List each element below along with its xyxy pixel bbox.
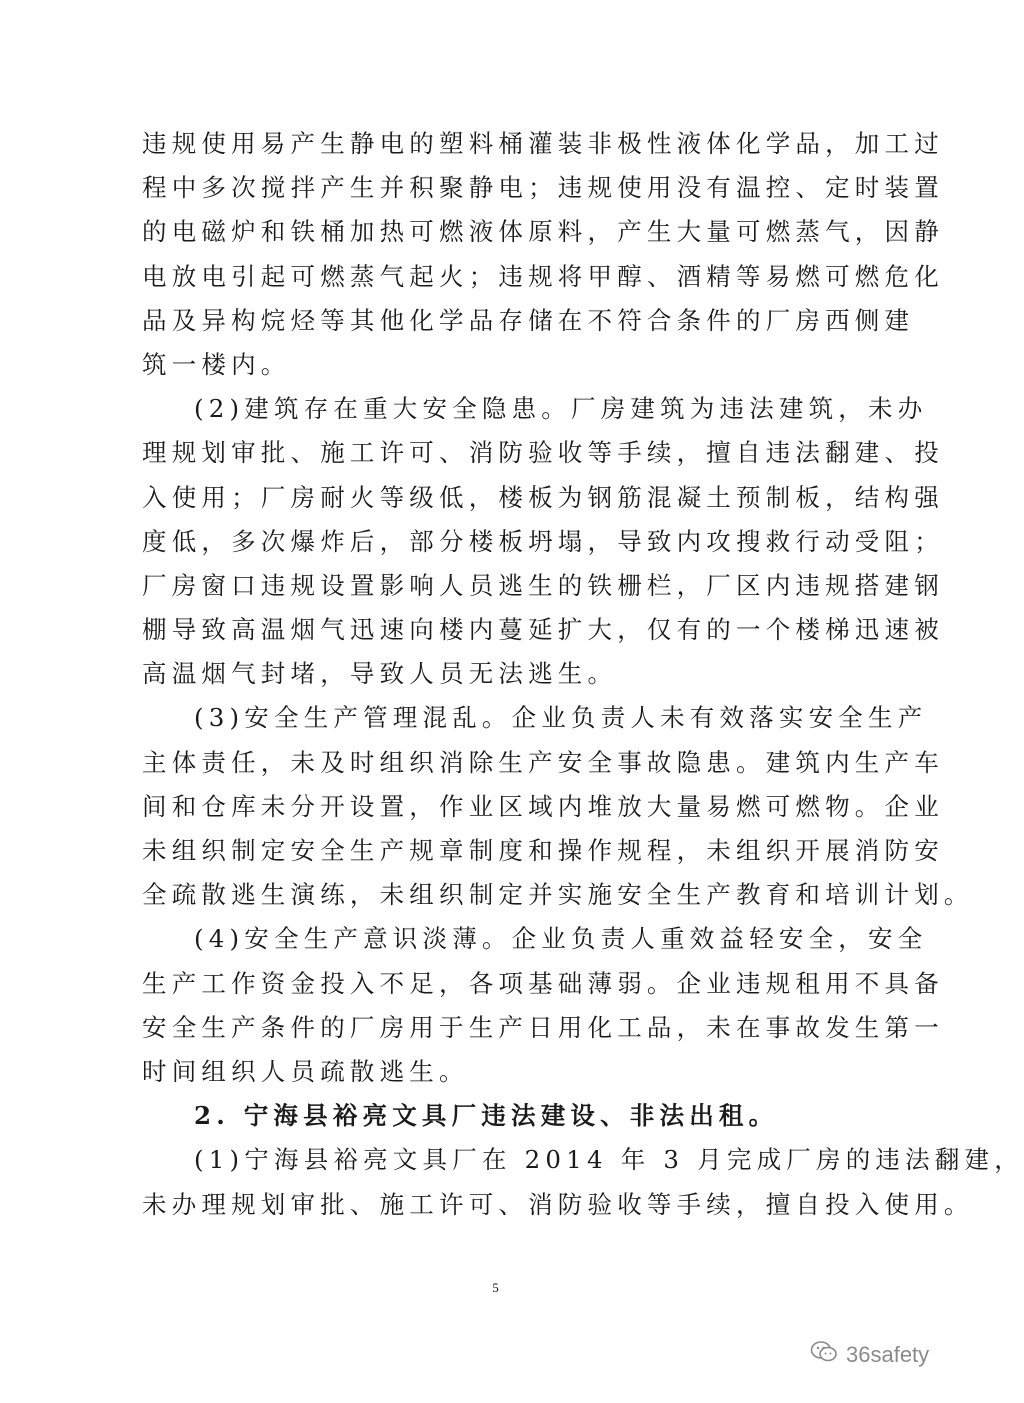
watermark-text: 36safety — [846, 1342, 930, 1367]
text-line: 高温烟气封堵，导致人员无法逃生。 — [142, 659, 618, 689]
text-line: 违规使用易产生静电的塑料桶灌装非极性液体化学品，加工过 — [142, 129, 944, 158]
text-line: 间和仓库未分开设置，作业区域内堆放大量易燃可燃物。企业 — [142, 791, 944, 821]
text-line: 生产工作资金投入不足，各项基础薄弱。企业违规租用不具备 — [142, 968, 944, 998]
text-line: 主体责任，未及时组织消除生产安全事故隐患。建筑内生产车 — [142, 747, 944, 777]
text-line: 棚导致高温烟气迅速向楼内蔓延扩大，仅有的一个楼梯迅速被 — [142, 615, 944, 645]
text-line: 安全生产条件的厂房用于生产日用化工品，未在事故发生第一 — [142, 1012, 944, 1042]
text-line: 全疏散逃生演练，未组织制定并实施安全生产教育和培训计划。 — [142, 880, 974, 910]
text-line: 程中多次搅拌产生并积聚静电；违规使用没有温控、定时装置 — [142, 173, 944, 203]
text-line: 的电磁炉和铁桶加热可燃液体原料，产生大量可燃蒸气，因静 — [142, 217, 944, 247]
text-line: 入使用；厂房耐火等级低，楼板为钢筋混凝土预制板，结构强 — [142, 482, 944, 512]
text-line: 未组织制定安全生产规章制度和操作规程，未组织开展消防安 — [142, 836, 944, 865]
text-line: 理规划审批、施工许可、消防验收等手续，擅自违法翻建、投 — [142, 438, 944, 468]
text-line: 电放电引起可燃蒸气起火；违规将甲醇、酒精等易燃可燃危化 — [142, 261, 944, 291]
text-line: (1)宁海县裕亮文具厂在 2014 年 3 月完成厂房的违法翻建， — [194, 1145, 1024, 1175]
text-line: 2. 宁海县裕亮文具厂违法建设、非法出租。 — [194, 1101, 779, 1131]
text-line: (4)安全生产意识淡薄。企业负责人重效益轻安全，安全 — [194, 924, 928, 954]
text-line: 未办理规划审批、施工许可、消防验收等手续，擅自投入使用。 — [142, 1189, 974, 1219]
text-line: 度低，多次爆炸后，部分楼板坍塌，导致内攻搜救行动受阻； — [142, 526, 944, 556]
text-line: (3)安全生产管理混乱。企业负责人未有效落实安全生产 — [194, 703, 928, 733]
wechat-icon — [810, 1340, 838, 1370]
text-line: (2)建筑存在重大安全隐患。厂房建筑为违法建筑，未办 — [194, 394, 928, 424]
text-line: 厂房窗口违规设置影响人员逃生的铁栅栏，厂区内违规搭建钢 — [142, 570, 944, 600]
text-line: 品及异构烷烃等其他化学品存储在不符合条件的厂房西侧建 — [142, 305, 915, 335]
text-line: 时间组织人员疏散逃生。 — [142, 1056, 469, 1086]
watermark — [810, 1340, 929, 1370]
text-line: 筑一楼内。 — [142, 349, 291, 379]
document-body — [142, 122, 1024, 1227]
page-number: 5 — [492, 1280, 499, 1295]
